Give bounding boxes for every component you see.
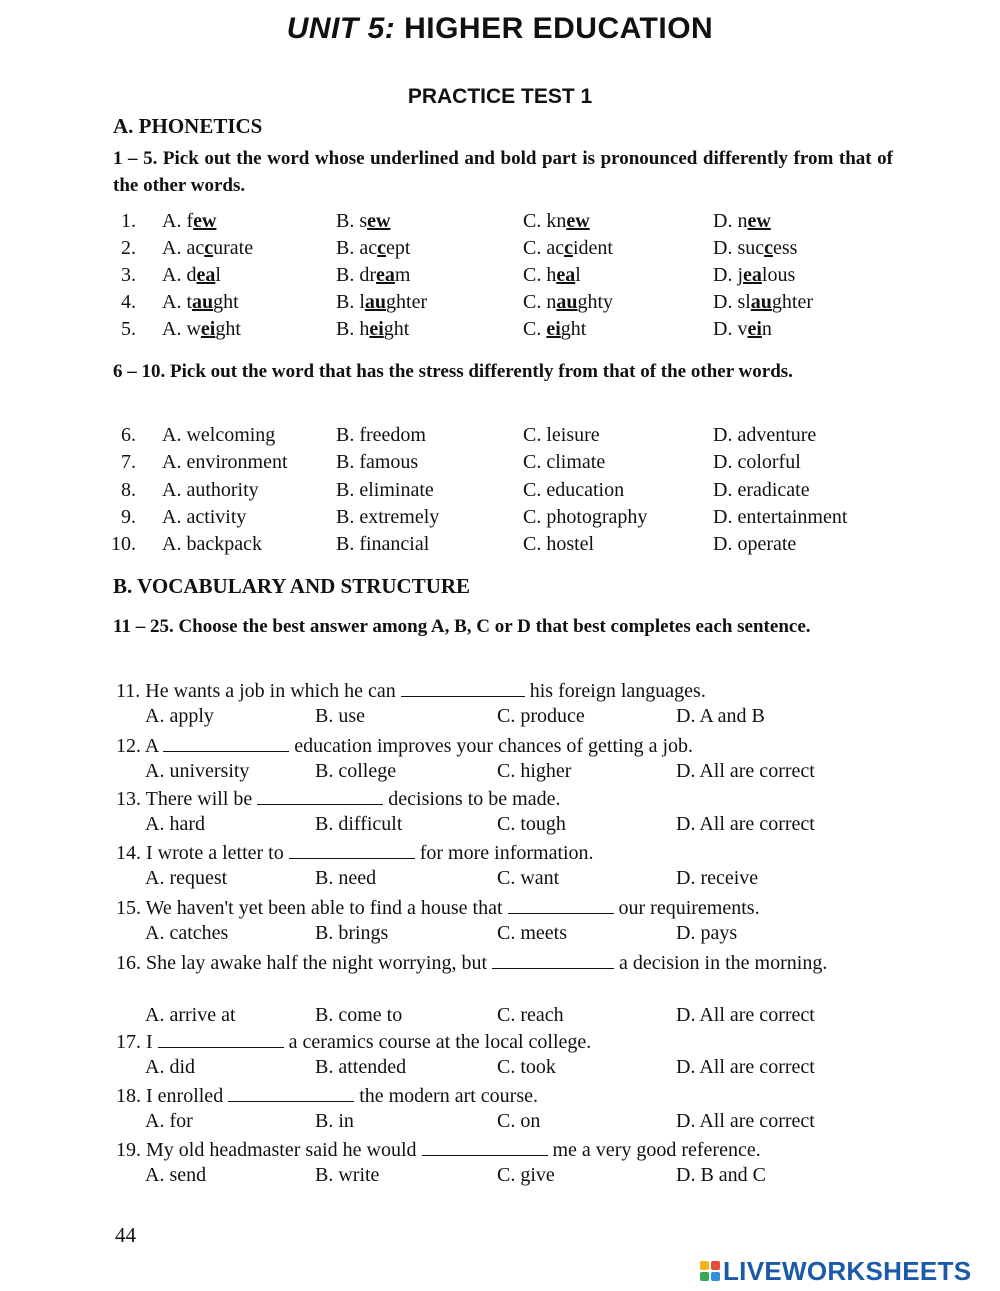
answer-blank[interactable] xyxy=(508,896,614,914)
options-row xyxy=(0,1004,1000,1031)
answer-option[interactable]: C. produce xyxy=(497,705,585,727)
underlined-part: ea xyxy=(556,264,576,286)
question-stem: 13. There will be decisions to be made. xyxy=(116,788,561,810)
instruction-6-10: 6 – 10. Pick out the word that has the stress differently from that of the other words. xyxy=(113,361,793,382)
answer-option[interactable]: B. freedom xyxy=(336,424,426,446)
answer-option[interactable]: C. eight xyxy=(523,318,587,340)
answer-option[interactable]: A. authority xyxy=(162,478,259,501)
underlined-part: ew xyxy=(193,210,217,232)
answer-option[interactable]: C. accident xyxy=(523,237,613,259)
answer-blank[interactable] xyxy=(289,841,415,859)
answer-option[interactable]: B. use xyxy=(315,705,365,727)
answer-option[interactable]: D. new xyxy=(713,210,771,232)
answer-option[interactable]: D. All are correct xyxy=(676,1004,815,1026)
underlined-part: c xyxy=(564,237,573,259)
answer-option[interactable]: D. adventure xyxy=(713,424,817,446)
liveworksheets-logo-icon xyxy=(700,1261,720,1281)
answer-option[interactable]: D. success xyxy=(713,237,798,259)
underlined-part: au xyxy=(750,291,772,313)
page-number: 44 xyxy=(115,1223,136,1247)
options-row xyxy=(0,1110,1000,1137)
underlined-part: ei xyxy=(546,318,561,340)
page-subtitle: PRACTICE TEST 1 xyxy=(407,85,593,108)
question-number: 10. xyxy=(111,533,136,556)
underlined-part: c xyxy=(204,237,214,259)
answer-option[interactable]: A. deal xyxy=(162,264,221,286)
answer-option[interactable]: D. entertainment xyxy=(713,505,848,528)
answer-option[interactable]: B. dream xyxy=(336,264,411,286)
answer-option[interactable]: D. All are correct xyxy=(676,1110,815,1132)
answer-option[interactable]: C. want xyxy=(497,867,560,889)
instruction-11-25: 11 – 25. Choose the best answer among A, B, C or D that best completes each sentence. xyxy=(113,616,811,637)
question-stem: 18. I enrolled the modern art course. xyxy=(116,1085,539,1107)
answer-option[interactable]: D. eradicate xyxy=(713,478,810,501)
answer-option[interactable]: A. request xyxy=(145,867,228,889)
section-b-heading: B. VOCABULARY AND STRUCTURE xyxy=(113,574,471,598)
answer-option[interactable]: C. took xyxy=(497,1056,556,1078)
answer-option[interactable]: C. meets xyxy=(497,922,567,944)
question-number: 6. xyxy=(121,424,136,446)
answer-option[interactable]: D. slaughter xyxy=(713,291,814,313)
underlined-part: ei xyxy=(200,318,216,340)
question-row xyxy=(0,318,1000,345)
answer-option[interactable]: A. did xyxy=(145,1056,195,1078)
answer-option[interactable]: D. receive xyxy=(676,867,759,889)
answer-option[interactable]: A. backpack xyxy=(162,533,262,556)
answer-blank[interactable] xyxy=(163,734,289,752)
options-row xyxy=(0,760,1000,787)
answer-option[interactable]: B. need xyxy=(315,867,377,889)
answer-option[interactable]: C. give xyxy=(497,1164,555,1186)
question-number: 7. xyxy=(121,451,136,474)
underlined-part: ea xyxy=(196,264,216,286)
answer-option[interactable]: C. photography xyxy=(523,505,648,528)
underlined-part: au xyxy=(192,291,214,313)
question-number: 8. xyxy=(121,478,136,501)
options-row xyxy=(0,813,1000,840)
underlined-part: c xyxy=(377,237,386,259)
options-row xyxy=(0,867,1000,894)
question-number: 3. xyxy=(121,264,136,286)
answer-option[interactable]: C. heal xyxy=(523,264,581,286)
answer-option[interactable]: B. accept xyxy=(336,237,411,259)
underlined-part: ei xyxy=(747,318,762,340)
answer-option[interactable]: A. environment xyxy=(162,451,288,474)
answer-option[interactable]: B. in xyxy=(315,1110,354,1132)
answer-option[interactable]: C. climate xyxy=(523,451,606,474)
answer-blank[interactable] xyxy=(401,679,525,697)
answer-option[interactable]: A. send xyxy=(145,1164,207,1186)
answer-option[interactable]: C. naughty xyxy=(523,291,614,313)
question-row xyxy=(0,424,1000,451)
answer-option[interactable]: A. arrive at xyxy=(145,1004,236,1026)
options-row xyxy=(0,1164,1000,1191)
answer-option[interactable]: B. height xyxy=(336,318,410,340)
answer-option[interactable]: A. catches xyxy=(145,922,229,944)
question-number: 9. xyxy=(121,505,136,528)
answer-option[interactable]: B. famous xyxy=(336,451,419,474)
logo-text: LIVEWORKSHEETS xyxy=(723,1255,972,1286)
answer-option[interactable]: C. education xyxy=(523,478,625,501)
question-number: 2. xyxy=(121,237,136,259)
answer-option[interactable]: D. pays xyxy=(676,922,738,944)
question-stem: 17. I a ceramics course at the local college. xyxy=(116,1031,592,1053)
answer-option[interactable]: B. eliminate xyxy=(336,478,434,501)
answer-option[interactable]: D. vein xyxy=(713,318,772,340)
title-unit: UNIT 5: xyxy=(286,12,396,45)
question-row xyxy=(0,210,1000,237)
answer-option[interactable]: B. extremely xyxy=(336,505,440,528)
answer-option[interactable]: B. financial xyxy=(336,533,430,556)
answer-option[interactable]: C. leisure xyxy=(523,424,600,446)
question-stem: 15. We haven't yet been able to find a house that our requirements. xyxy=(116,897,760,919)
question-stem: 19. My old headmaster said he would me a very good reference. xyxy=(116,1139,761,1161)
page-title xyxy=(0,12,1000,46)
answer-option[interactable]: A. activity xyxy=(162,505,247,528)
underlined-part: ew xyxy=(566,210,590,232)
answer-option[interactable]: B. come to xyxy=(315,1004,403,1026)
answer-option[interactable]: C. hostel xyxy=(523,533,595,556)
answer-option[interactable]: A. university xyxy=(145,760,250,782)
question-stem: 14. I wrote a letter to for more information. xyxy=(116,842,594,864)
answer-option[interactable]: B. attended xyxy=(315,1056,407,1078)
answer-option[interactable]: B. brings xyxy=(315,922,389,944)
options-row xyxy=(0,1056,1000,1083)
answer-blank[interactable] xyxy=(158,1030,284,1048)
answer-option[interactable]: A. few xyxy=(162,210,217,232)
answer-option[interactable]: D. B and C xyxy=(676,1164,766,1186)
answer-option[interactable]: C. on xyxy=(497,1110,541,1132)
answer-option[interactable]: A. welcoming xyxy=(162,424,276,446)
underlined-part: ei xyxy=(369,318,384,340)
question-row xyxy=(0,451,1000,478)
answer-option[interactable]: B. laughter xyxy=(336,291,428,313)
answer-option[interactable]: A. taught xyxy=(162,291,239,313)
answer-option[interactable]: C. reach xyxy=(497,1004,564,1026)
liveworksheets-logo xyxy=(700,1256,971,1286)
underlined-part: c xyxy=(764,237,773,259)
answer-option[interactable]: B. write xyxy=(315,1164,380,1186)
question-stem: 11. He wants a job in which he can his foreign languages. xyxy=(116,680,706,702)
answer-option[interactable]: A. for xyxy=(145,1110,193,1132)
question-number: 4. xyxy=(121,291,136,313)
underlined-part: ea xyxy=(743,264,762,286)
question-number: 1. xyxy=(121,210,136,232)
question-stem: 12. A education improves your chances of getting a job. xyxy=(116,735,694,757)
answer-option[interactable]: D. All are correct xyxy=(676,760,815,782)
question-row xyxy=(0,533,1000,560)
answer-option[interactable]: B. college xyxy=(315,760,397,782)
answer-blank[interactable] xyxy=(492,951,614,969)
question-row xyxy=(0,237,1000,264)
options-row xyxy=(0,922,1000,949)
answer-option[interactable]: B. difficult xyxy=(315,813,403,835)
answer-option[interactable]: C. knew xyxy=(523,210,590,232)
answer-option[interactable]: D. colorful xyxy=(713,451,801,474)
answer-option[interactable]: A. accurate xyxy=(162,237,254,259)
answer-option[interactable]: D. All are correct xyxy=(676,1056,815,1078)
section-a-heading: A. PHONETICS xyxy=(113,114,263,138)
question-stem: 16. She lay awake half the night worrying, but a decision in the morning. xyxy=(116,952,828,974)
answer-blank[interactable] xyxy=(257,787,383,805)
answer-blank[interactable] xyxy=(228,1084,354,1102)
question-row xyxy=(0,506,1000,533)
answer-option[interactable]: D. A and B xyxy=(676,705,765,727)
options-row xyxy=(0,705,1000,732)
underlined-part: ew xyxy=(367,210,391,232)
answer-option[interactable]: C. tough xyxy=(497,813,566,835)
answer-option[interactable]: A. hard xyxy=(145,813,205,835)
underlined-part: au xyxy=(364,291,387,313)
title-topic: HIGHER EDUCATION xyxy=(395,12,714,45)
answer-option[interactable]: A. weight xyxy=(162,318,241,340)
underlined-part: ew xyxy=(747,210,771,232)
answer-blank[interactable] xyxy=(422,1138,548,1156)
question-row xyxy=(0,479,1000,506)
question-row xyxy=(0,264,1000,291)
question-number: 5. xyxy=(121,318,136,340)
answer-option[interactable]: D. operate xyxy=(713,533,797,556)
answer-option[interactable]: D. All are correct xyxy=(676,813,815,835)
answer-option[interactable]: C. higher xyxy=(497,760,572,782)
answer-option[interactable]: B. sew xyxy=(336,210,391,232)
underlined-part: au xyxy=(556,291,578,313)
instruction-1-5: 1 – 5. Pick out the word whose underlined and bold part is pronounced differently from that of the other words. xyxy=(113,148,893,196)
answer-option[interactable]: D. jealous xyxy=(713,264,796,286)
answer-option[interactable]: A. apply xyxy=(145,705,214,727)
question-row xyxy=(0,291,1000,318)
underlined-part: ea xyxy=(376,264,395,286)
